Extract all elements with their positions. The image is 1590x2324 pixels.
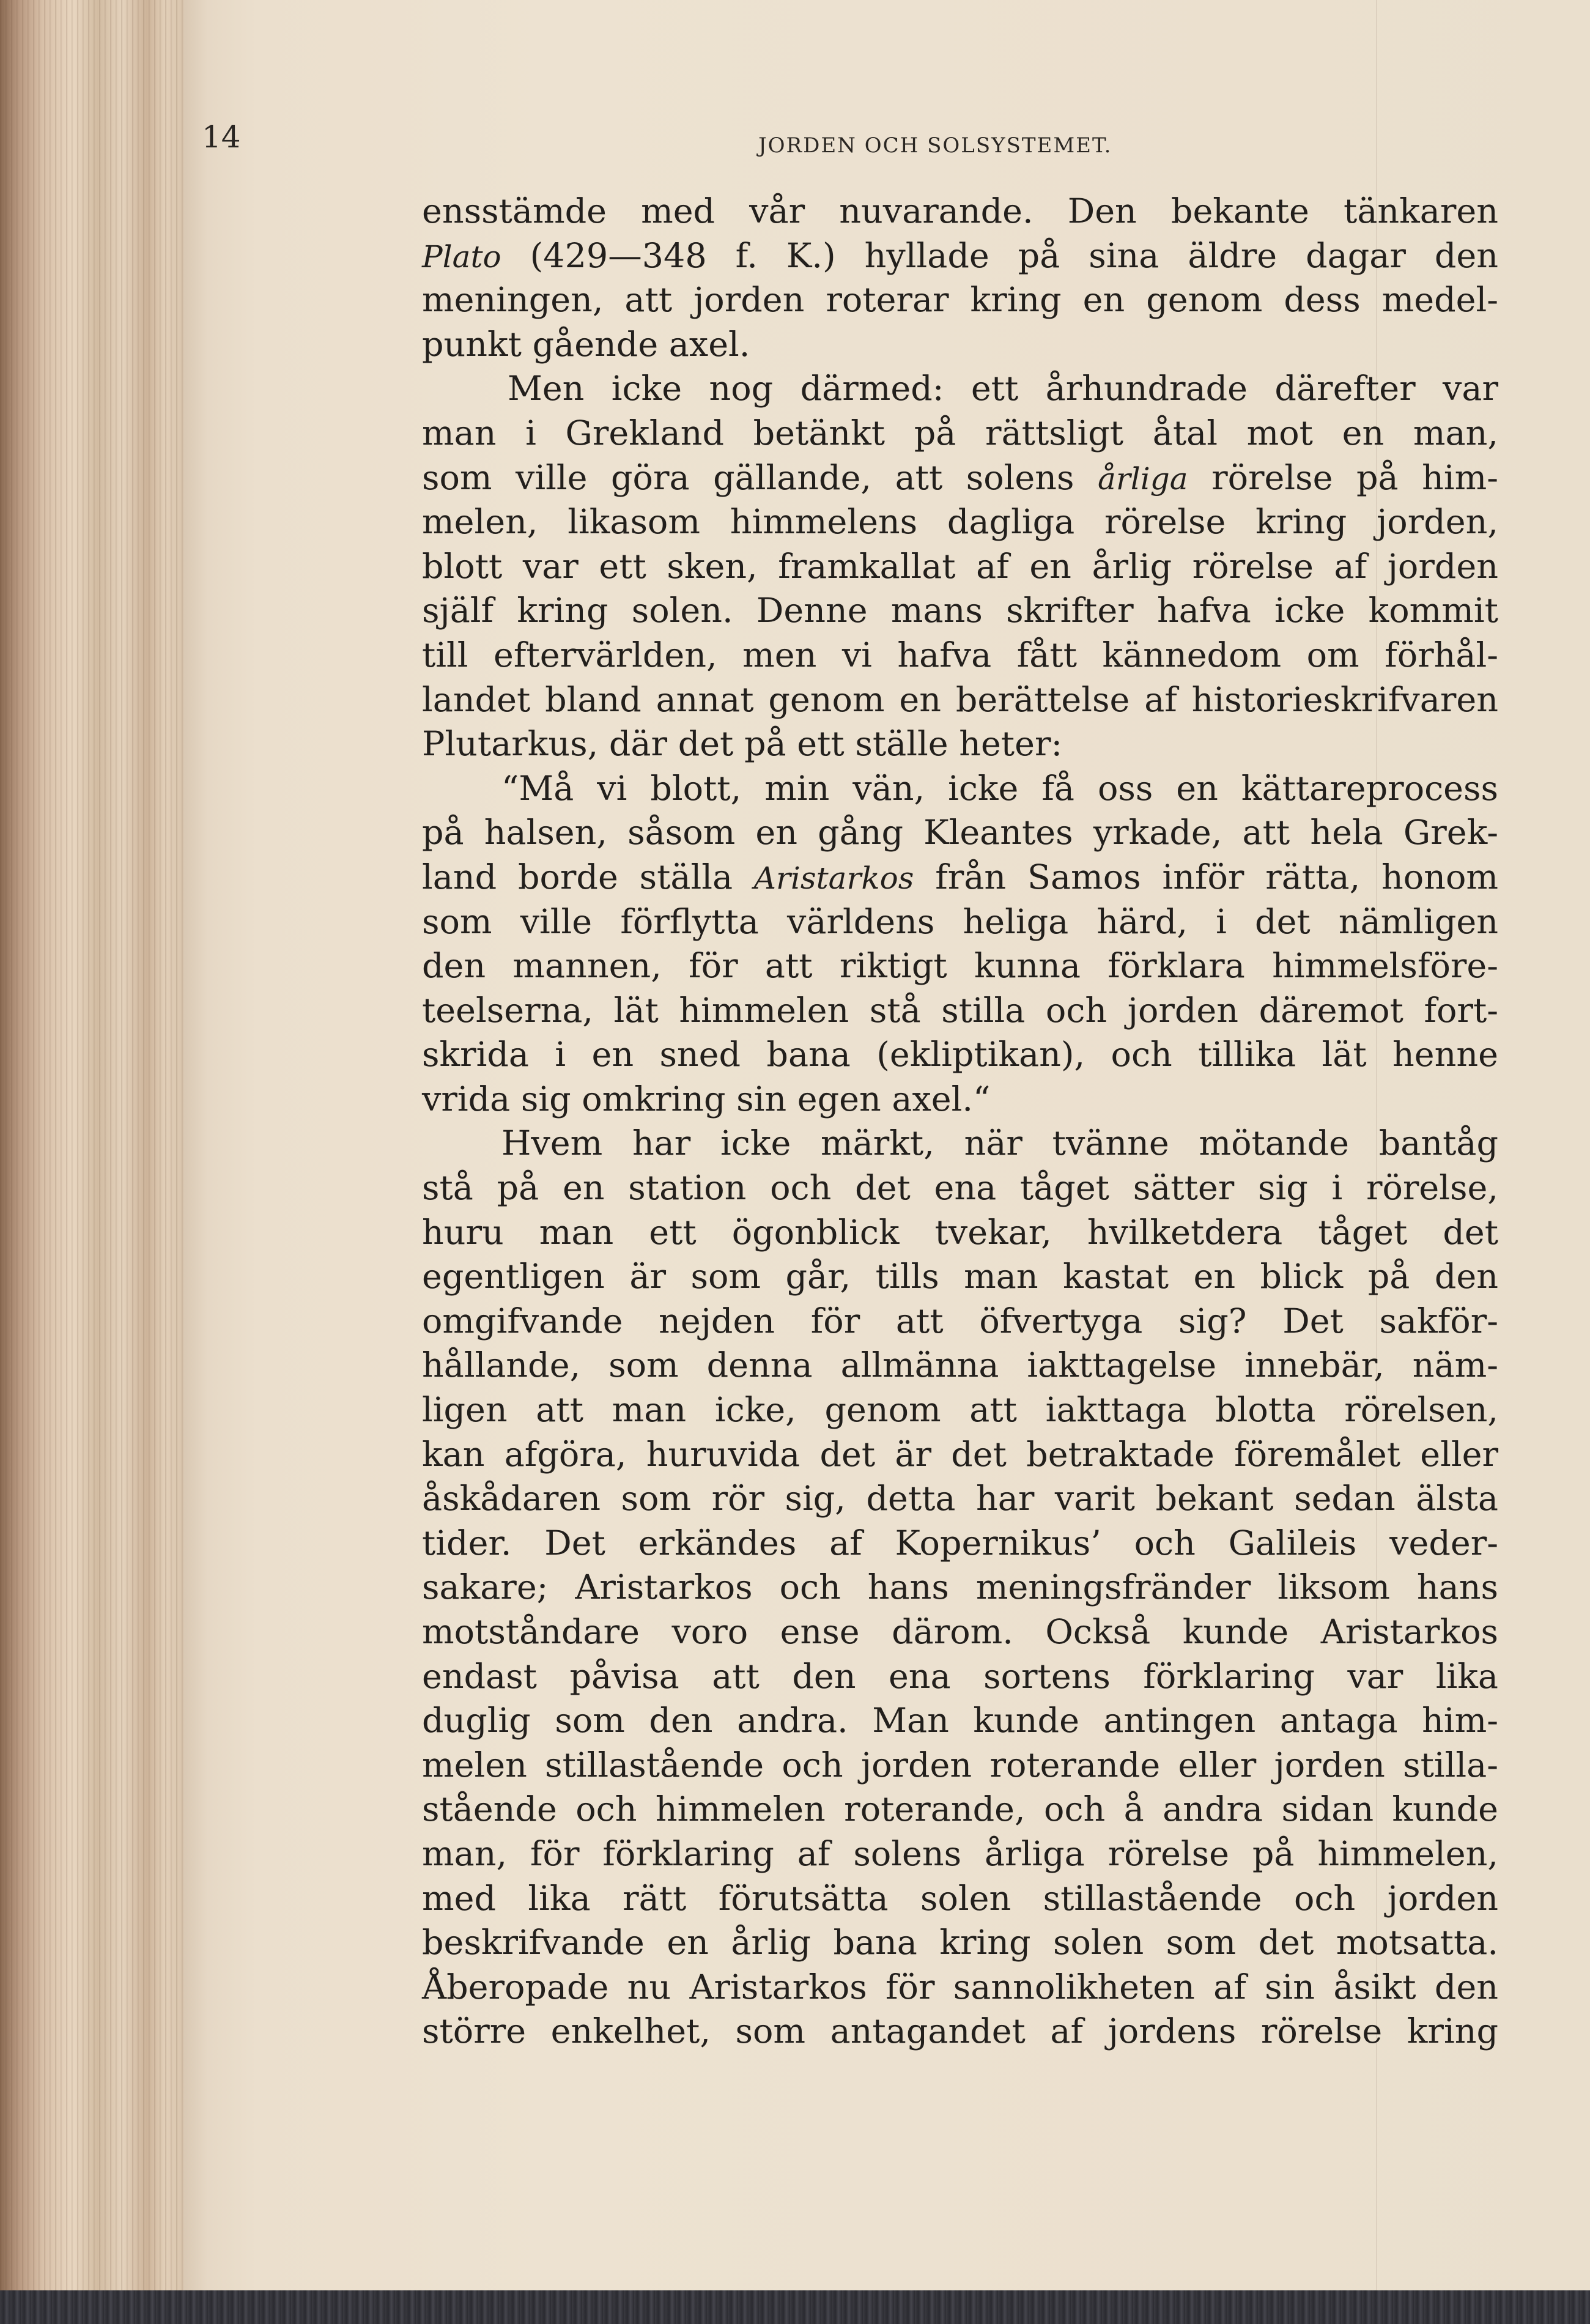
text-line: stå på en station och det ena tåget sätter sig i rörelse, <box>422 1168 1498 1208</box>
emphasis-italic: årliga <box>1098 461 1188 497</box>
text-segment: som ville göra gällande, att solens <box>422 457 1098 498</box>
text-line: själf kring solen. Denne mans skrifter hafva icke kommit <box>422 591 1498 631</box>
text-line: hållande, som denna allmänna iakttagelse innebär, näm- <box>422 1345 1498 1386</box>
page-edges <box>0 0 183 2290</box>
text-line: skrida i en sned bana (ekliptikan), och tillika lät henne <box>422 1035 1498 1075</box>
text-line: Åberopade nu Aristarkos för sannolikheten af sin åsikt den <box>422 1967 1498 2007</box>
text-line: Men icke nog därmed: ett århundrade därefter var <box>508 369 1498 409</box>
text-line: Hvem har icke märkt, när tvänne mötande bantåg <box>501 1123 1498 1164</box>
text-line: på halsen, såsom en gång Kleantes yrkade, att hela Grek- <box>422 813 1498 853</box>
text-segment: land borde ställa <box>422 857 754 897</box>
text-line: till eftervärlden, men vi hafva fått kännedom om förhål- <box>422 635 1498 675</box>
person-name-italic: Plato <box>422 239 501 275</box>
text-line: motståndare voro ense därom. Också kunde Aristarkos <box>422 1612 1498 1652</box>
text-line: ensstämde med vår nuvarande. Den bekante tänkaren <box>422 191 1498 231</box>
text-segment: från Samos inför rätta, honom <box>914 857 1498 897</box>
text-line <box>422 456 1498 501</box>
text-line: melen stillastående och jorden roterande eller jorden stilla- <box>422 1745 1498 1785</box>
text-line: som ville förflytta världens heliga härd, i det nämligen <box>422 901 1498 942</box>
text-line: tider. Det erkändes af Kopernikus’ och Galileis veder- <box>422 1523 1498 1563</box>
person-name-italic: Aristarkos <box>753 860 914 896</box>
text-line: melen, likasom himmelens dagliga rörelse kring jorden, <box>422 502 1498 542</box>
text-line: punkt gående axel. <box>422 324 750 365</box>
text-line: stående och himmelen roterande, och å andra sidan kunde <box>422 1789 1498 1830</box>
running-head: JORDEN OCH SOLSYSTEMET. <box>758 133 1112 158</box>
text-line: duglig som den andra. Man kunde antingen antaga him- <box>422 1701 1498 1741</box>
text-line: landet bland annat genom en berättelse af historieskrifvaren <box>422 679 1498 720</box>
text-line: huru man ett ögonblick tvekar, hvilketdera tåget det <box>422 1212 1498 1253</box>
page-number: 14 <box>202 119 241 155</box>
text-line: teelserna, lät himmelen stå stilla och jorden däremot fort- <box>422 990 1498 1031</box>
text-line: den mannen, för att riktigt kunna förklara himmelsföre- <box>422 946 1498 986</box>
text-line: vrida sig omkring sin egen axel.“ <box>422 1079 991 1119</box>
text-line: man i Grekland betänkt på rättsligt åtal mot en man, <box>422 413 1498 453</box>
text-line: kan afgöra, huruvida det är det betraktade föremålet eller <box>422 1434 1498 1475</box>
text-line: omgifvande nejden för att öfvertyga sig? Det sakför- <box>422 1301 1498 1341</box>
text-line: blott var ett sken, framkallat af en årlig rörelse af jorden <box>422 546 1498 587</box>
text-line: ligen att man icke, genom att iakttaga blotta rörelsen, <box>422 1390 1498 1430</box>
text-line <box>422 234 1498 279</box>
text-line: större enkelhet, som antagandet af jordens rörelse kring <box>422 2011 1498 2052</box>
text-line: åskådaren som rör sig, detta har varit bekant sedan älsta <box>422 1479 1498 1519</box>
background-floor <box>0 2290 1590 2324</box>
text-line: sakare; Aristarkos och hans meningsfränder liksom hans <box>422 1567 1498 1608</box>
text-line: egentligen är som går, tills man kastat en blick på den <box>422 1257 1498 1297</box>
text-line <box>422 856 1498 900</box>
text-segment: (429—348 f. K.) hyllade på sina äldre dagar den <box>501 235 1498 276</box>
body-text <box>422 190 1498 2054</box>
text-line: endast påvisa att den ena sortens förklaring var lika <box>422 1656 1498 1697</box>
text-line: “Må vi blott, min vän, icke få oss en kättareprocess <box>501 768 1498 809</box>
text-line: med lika rätt förutsätta solen stillastående och jorden <box>422 1878 1498 1919</box>
text-line: meningen, att jorden roterar kring en genom dess medel- <box>422 280 1498 320</box>
text-segment: rörelse på him- <box>1188 457 1498 498</box>
text-line: Plutarkus, där det på ett ställe heter: <box>422 724 1063 764</box>
text-line: beskrifvande en årlig bana kring solen som det motsatta. <box>422 1923 1498 1963</box>
text-line: man, för förklaring af solens årliga rörelse på himmelen, <box>422 1834 1498 1874</box>
